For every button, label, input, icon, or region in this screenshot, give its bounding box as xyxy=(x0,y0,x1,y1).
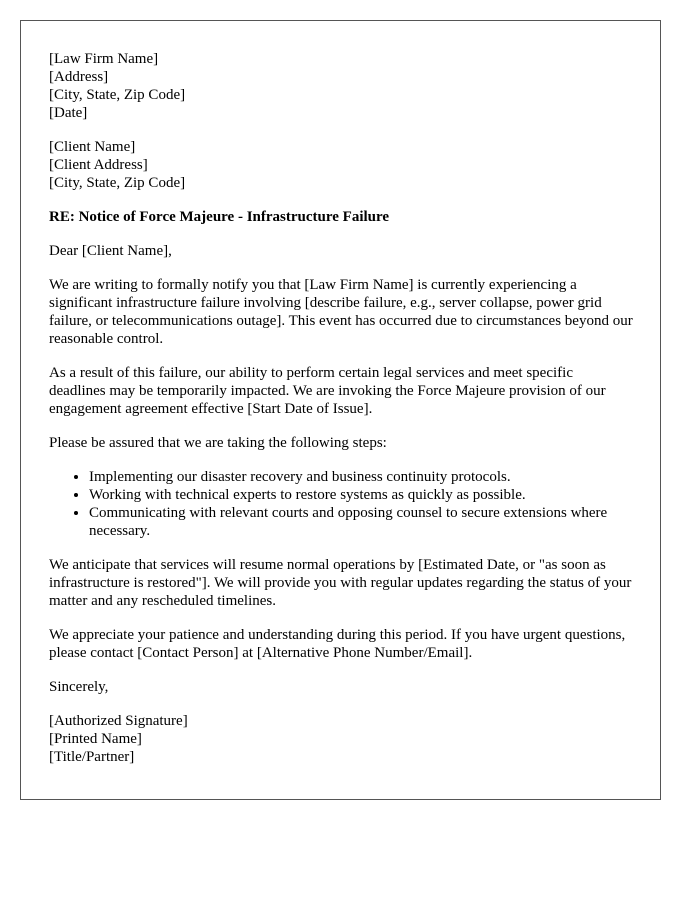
recipient-address: [Client Address] xyxy=(49,157,148,173)
authorized-signature: [Authorized Signature] xyxy=(49,713,188,729)
intro-paragraph: We are writing to formally notify you that [Law Firm Name] is currently experiencing a significant infrastructure failure involving [describe failure, e.g., server collapse, power grid failure, or telecommunications outage]. This event has occurred due to circumstances beyond our reasonable control. xyxy=(49,277,633,347)
closing-paragraph: We appreciate your patience and understanding during this period. If you have urgent questions, please contact [Contact Person] at [Alternative Phone Number/Email]. xyxy=(49,627,626,661)
list-item: • Implementing our disaster recovery and business continuity protocols. xyxy=(89,468,633,486)
printed-name: [Printed Name] xyxy=(49,731,142,747)
steps-list xyxy=(49,468,633,540)
recipient-block xyxy=(49,138,633,192)
sender-address: [Address] xyxy=(49,69,109,85)
sender-block xyxy=(49,50,633,122)
recipient-name: [Client Name] xyxy=(49,139,136,155)
recipient-city-state-zip: [City, State, Zip Code] xyxy=(49,175,186,191)
subject-line: RE: Notice of Force Majeure - Infrastructure Failure xyxy=(49,209,390,225)
steps-intro-paragraph: Please be assured that we are taking the following steps: xyxy=(49,435,387,451)
signer-title: [Title/Partner] xyxy=(49,749,135,765)
list-item: • Communicating with relevant courts and opposing counsel to secure extensions where necessary. xyxy=(89,504,633,540)
letter-date: [Date] xyxy=(49,105,88,121)
salutation: Dear [Client Name], xyxy=(49,243,172,259)
letter-document xyxy=(20,20,661,800)
signature-block xyxy=(49,712,633,766)
list-item: • Working with technical experts to restore systems as quickly as possible. xyxy=(89,486,633,504)
sign-off: Sincerely, xyxy=(49,679,109,695)
resume-paragraph: We anticipate that services will resume normal operations by [Estimated Date, or "as soon as infrastructure is restored"]. We will provide you with regular updates regarding the status of your matter and any rescheduled timelines. xyxy=(49,557,632,609)
impact-paragraph: As a result of this failure, our ability to perform certain legal services and meet specific deadlines may be temporarily impacted. We are invoking the Force Majeure provision of our engagement agreement effective [Start Date of Issue]. xyxy=(49,365,606,417)
sender-firm-name: [Law Firm Name] xyxy=(49,51,159,67)
sender-city-state-zip: [City, State, Zip Code] xyxy=(49,87,186,103)
